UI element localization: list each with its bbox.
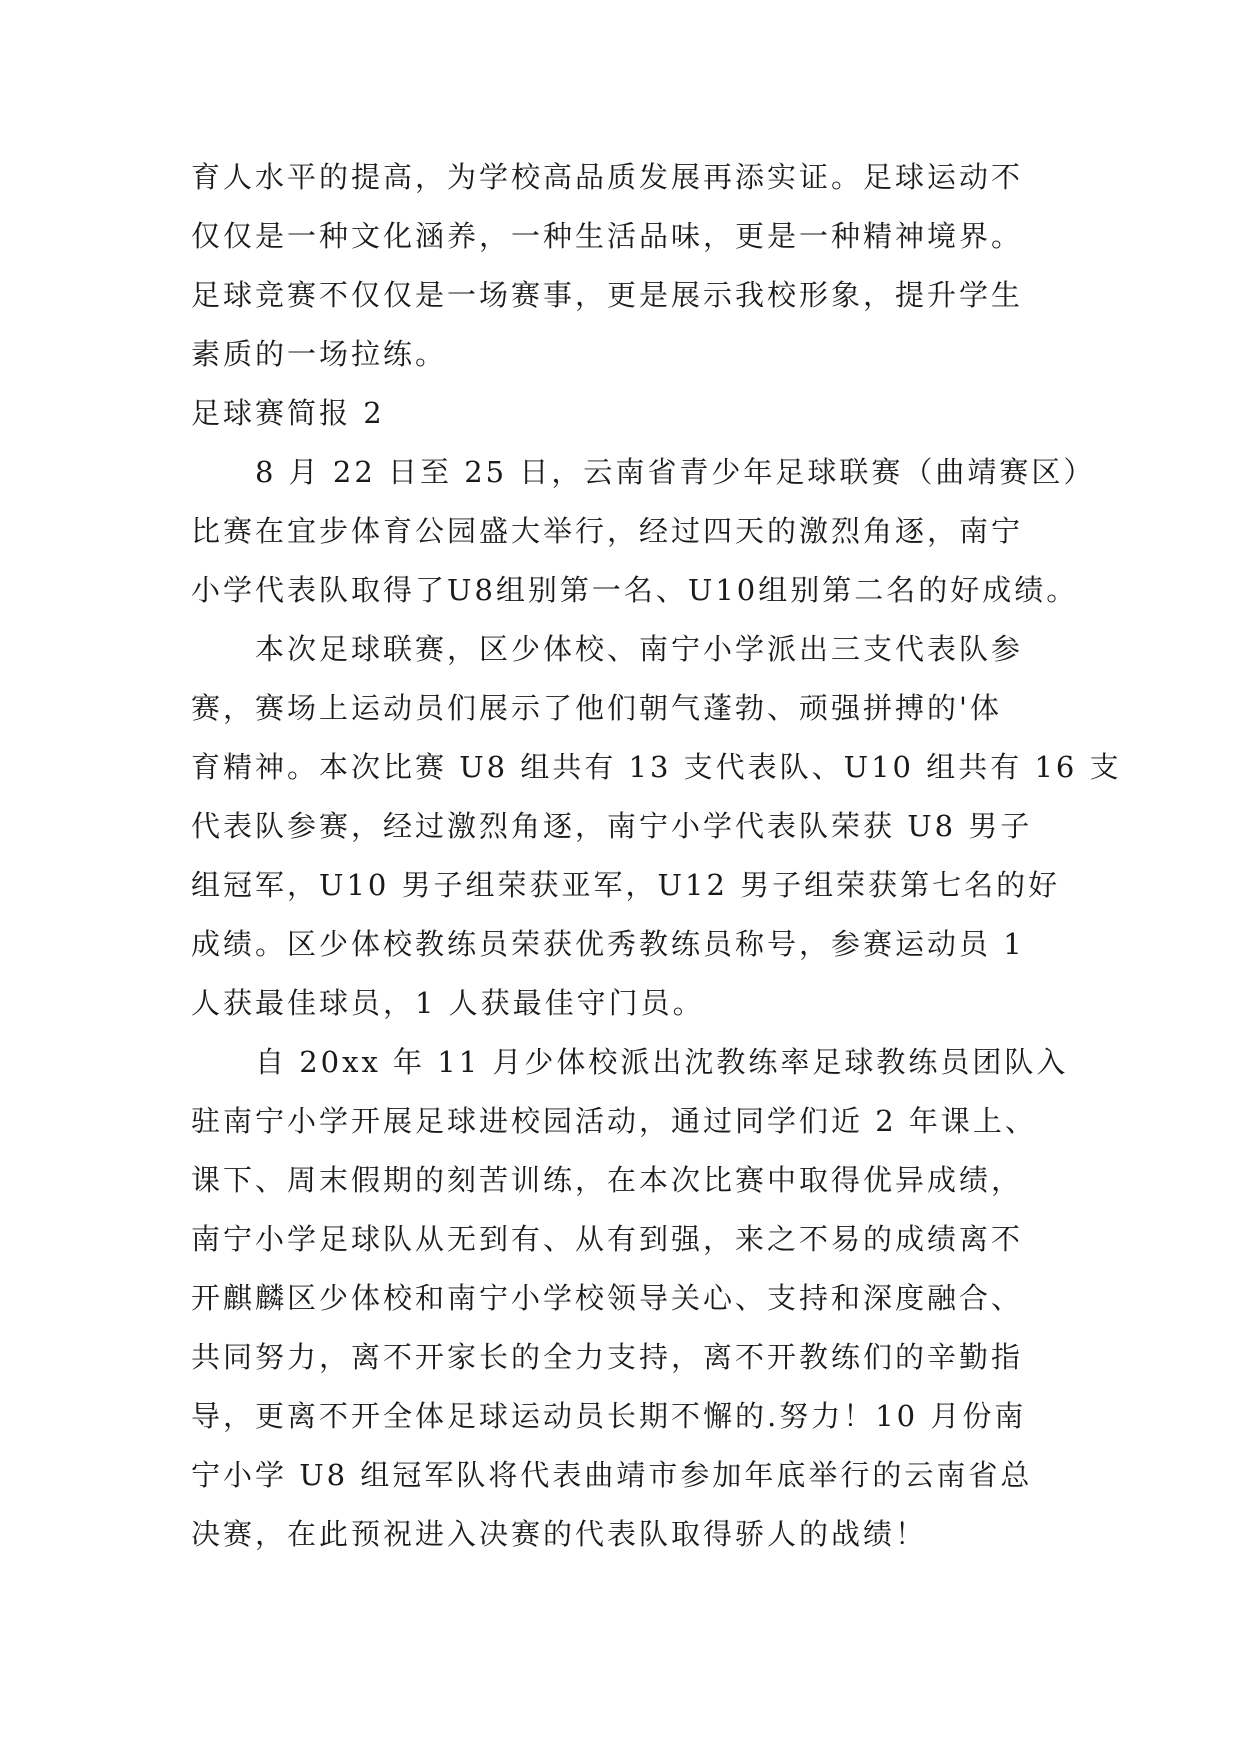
text-line: 比赛在宜步体育公园盛大举行，经过四天的激烈角逐，南宁 — [191, 514, 1024, 548]
text-line: 南宁小学足球队从无到有、从有到强，来之不易的成绩离不 — [191, 1222, 1024, 1256]
text-line: 成绩。区少体校教练员荣获优秀教练员称号，参赛运动员 1 — [191, 927, 1025, 961]
section-title: 足球赛简报 2 — [191, 396, 385, 430]
paragraph-2 — [191, 620, 1122, 1033]
text-line: 决赛，在此预祝进入决赛的代表队取得骄人的战绩！ — [191, 1517, 928, 1551]
text-line: 共同努力，离不开家长的全力支持，离不开教练们的辛勤指 — [191, 1340, 1024, 1374]
text-line: 导，更离不开全体足球运动员长期不懈的.努力！10 月份南 — [191, 1399, 1027, 1433]
document-body — [191, 148, 1122, 1564]
text-line: 小学代表队取得了U8组别第一名、U10组别第二名的好成绩。 — [191, 573, 1079, 607]
text-line: 自 20xx 年 11 月少体校派出沈教练率足球教练员团队入 — [255, 1045, 1069, 1079]
text-line: 人获最佳球员，1 人获最佳守门员。 — [191, 986, 705, 1020]
text-line: 素质的一场拉练。 — [191, 337, 448, 371]
text-line: 代表队参赛，经过激烈角逐，南宁小学代表队荣获 U8 男子 — [191, 809, 1033, 843]
text-line: 课下、周末假期的刻苦训练，在本次比赛中取得优异成绩， — [191, 1163, 1024, 1197]
paragraph-3 — [191, 1033, 1069, 1564]
intro-paragraph — [191, 148, 1061, 384]
text-line: 宁小学 U8 组冠军队将代表曲靖市参加年底举行的云南省总 — [191, 1458, 1033, 1492]
text-line: 仅仅是一种文化涵养，一种生活品味，更是一种精神境界。 — [191, 219, 1024, 253]
text-line: 足球竞赛不仅仅是一场赛事，更是展示我校形象，提升学生 — [191, 278, 1024, 312]
text-line: 育人水平的提高，为学校高品质发展再添实证。足球运动不 — [191, 160, 1024, 194]
text-line: 本次足球联赛，区少体校、南宁小学派出三支代表队参 — [255, 632, 1024, 666]
text-line: 育精神。本次比赛 U8 组共有 13 支代表队、U10 组共有 16 支 — [191, 750, 1122, 784]
text-line: 驻南宁小学开展足球进校园活动，通过同学们近 2 年课上、 — [191, 1104, 1037, 1138]
text-line: 组冠军，U10 男子组荣获亚军，U12 男子组荣获第七名的好 — [191, 868, 1061, 902]
paragraph-1 — [191, 443, 1096, 620]
text-line: 赛，赛场上运动员们展示了他们朝气蓬勃、顽强拼搏的'体 — [191, 691, 1002, 725]
text-line: 开麒麟区少体校和南宁小学校领导关心、支持和深度融合、 — [191, 1281, 1024, 1315]
text-line: 8 月 22 日至 25 日，云南省青少年足球联赛（曲靖赛区） — [255, 455, 1096, 489]
